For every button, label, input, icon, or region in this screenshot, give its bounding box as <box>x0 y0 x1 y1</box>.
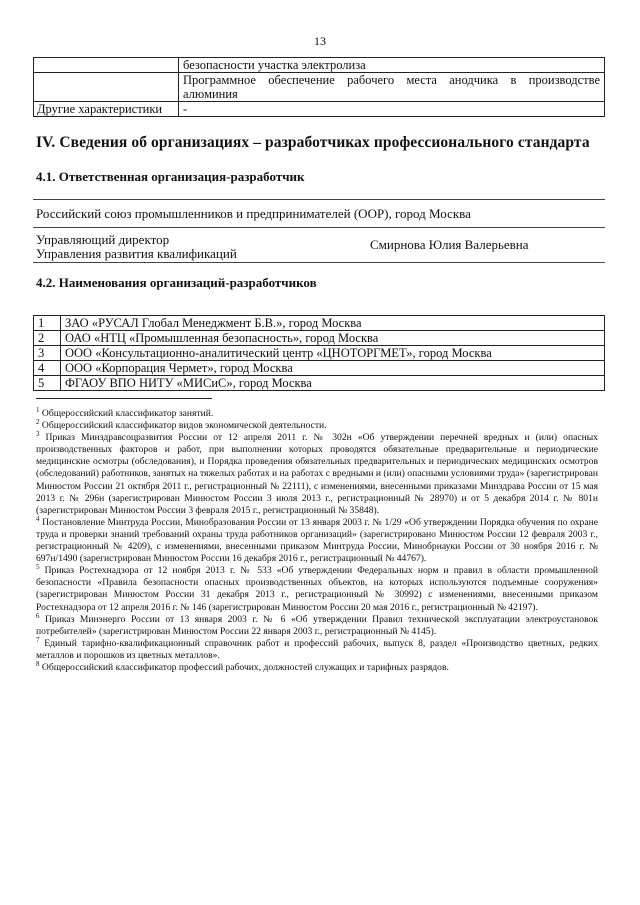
developer-name: ОАО «НТЦ «Промышленная безопасность», город Москва <box>61 331 605 346</box>
footnote <box>36 565 598 613</box>
developer-number: 5 <box>34 376 61 391</box>
footnote-mark: 8 <box>36 659 40 668</box>
divider <box>33 227 605 228</box>
footnote-mark: 6 <box>36 611 40 620</box>
responsible-org-name: Российский союз промышленников и предпринимателей (ООР), город Москва <box>36 206 471 221</box>
section-title: IV. Сведения об организациях – разработчиках профессионального стандарта <box>36 134 590 151</box>
developer-number: 1 <box>34 316 61 331</box>
footnote <box>36 635 598 662</box>
responsible-person-name: Смирнова Юлия Валерьевна <box>370 237 529 252</box>
footnote-text: Приказ Минздравсоцразвития России от 12 апреля 2011 г. № 302н «Об утверждении перечней вредных и (или) опасных производственных факторов и работ, при выполнении которых проводятся обязательные предварительные и периодические медицинские осмотры (обследования), и Порядка проведения обязательных предварительных и периодических медицинских осмотров (обследований) работников, занятых на тяжелых работах и на работах с вредными и (или) опасными условиями труда» (зарегистрирован Минюстом России 21 октября 2011 г., регистрационный № 22111), с изменениями, внесенными приказами Минздрава России от 15 мая 2013 г. № 296н (зарегистрирован Минюстом России 3 июля 2013 г., регистрационный № 28970) и от 5 декабря 2014 г. № 801н (зарегистрирован Минюстом России 3 февраля 2015 г., регистрационный № 35848). <box>36 432 598 516</box>
responsible-position-line1: Управляющий директор <box>36 232 170 247</box>
footnote-text: Приказ Ростехнадзора от 12 ноября 2013 г. № 533 «Об утверждении Федеральных норм и правил в области промышленной безопасности «Правила безопасности опасных производственных объектов, на которых используются подъемные сооружения» (зарегистрирован Минюстом России 31 декабря 2013 г., регистрационный № 30992) с изменениями, внесенными приказом Ростехнадзора от 12 апреля 2016 г. № 146 (зарегистрирован Минюстом России 20 мая 2016 г., регистрационный № 42197). <box>36 565 598 613</box>
table-row <box>34 361 605 376</box>
footnote <box>36 659 598 674</box>
developer-number: 2 <box>34 331 61 346</box>
developer-name: ЗАО «РУСАЛ Глобал Менеджмент Б.В.», город Москва <box>61 316 605 331</box>
footnote <box>36 611 599 638</box>
developer-number: 4 <box>34 361 61 376</box>
table-cell-label <box>34 58 179 73</box>
divider <box>33 262 605 263</box>
footnote-text: Общероссийский классификатор профессий рабочих, должностей служащих и тарифных разрядов. <box>41 661 449 673</box>
developer-number: 3 <box>34 346 61 361</box>
table-row <box>34 346 605 361</box>
footnote <box>36 405 598 420</box>
characteristics-table <box>33 57 605 117</box>
footnote <box>36 514 598 565</box>
footnote-text: Единый тарифно-квалификационный справочник работ и профессий рабочих, выпуск 8, раздел «Производство цветных, редких металлов и порошков из цветных металлов». <box>36 637 598 661</box>
table-cell-value: Программное обеспечение рабочего места анодчика в производстве алюминия <box>179 73 605 102</box>
responsible-position-line2: Управления развития квалификаций <box>36 246 237 261</box>
footnote-mark: 1 <box>36 405 40 414</box>
table-row <box>34 73 605 102</box>
subsection-title-responsible: 4.1. Ответственная организация-разработчик <box>36 169 305 184</box>
developer-name: ООО «Корпорация Чермет», город Москва <box>61 361 605 376</box>
divider <box>33 199 605 200</box>
footnote-separator <box>36 398 212 399</box>
footnote-mark: 3 <box>36 430 40 438</box>
table-row <box>34 316 605 331</box>
table-cell-value: - <box>179 102 605 117</box>
table-cell-label <box>34 73 179 102</box>
developer-name: ООО «Консультационно-аналитический центр «ЦНОТОРГМЕТ», город Москва <box>61 346 605 361</box>
footnote-mark: 4 <box>36 514 40 523</box>
table-cell-value: безопасности участка электролиза <box>179 58 605 73</box>
footnote-text: Приказ Минэнерго России от 13 января 2003 г. № 6 «Об утверждении Правил технической эксплуатации электроустановок потребителей» (зарегистрирован Минюстом России 22 января 2003 г., регистрационный № 4145). <box>36 613 599 637</box>
footnote-text: Постановление Минтруда России, Минобразования России от 13 января 2003 г. № 1/29 «Об утверждении Порядка обучения по охране труда и проверки знаний требований охраны труда работников организаций» (зарегистрировано Минюстом России 12 февраля 2003 г., регистрационный № 4209), с изменениями, внесенными приказом Минтруда России, Минобрнауки России от 30 ноября 2016 г. № 697н/1490 (зарегистрирован Минюстом России 16 декабря 2016 г., регистрационный № 44767). <box>36 516 598 565</box>
footnote <box>36 432 598 517</box>
developers-table <box>33 315 605 391</box>
footnote-mark: 2 <box>36 417 40 426</box>
page-number: 13 <box>314 34 326 48</box>
footnote-text: Общероссийский классификатор видов экономической деятельности. <box>41 420 327 432</box>
table-row <box>34 376 605 391</box>
table-cell-label: Другие характеристики <box>34 102 179 117</box>
table-row <box>34 58 605 73</box>
table-row <box>34 331 605 346</box>
footnote-text: Общероссийский классификатор занятий. <box>41 408 214 419</box>
developer-name: ФГАОУ ВПО НИТУ «МИСиС», город Москва <box>61 376 605 391</box>
table-row <box>34 102 605 117</box>
footnote-mark: 5 <box>36 563 40 572</box>
footnotes <box>36 405 599 674</box>
subsection-title-developers: 4.2. Наименования организаций-разработчиков <box>36 275 317 290</box>
footnote <box>36 417 598 432</box>
footnote-mark: 7 <box>36 635 40 644</box>
